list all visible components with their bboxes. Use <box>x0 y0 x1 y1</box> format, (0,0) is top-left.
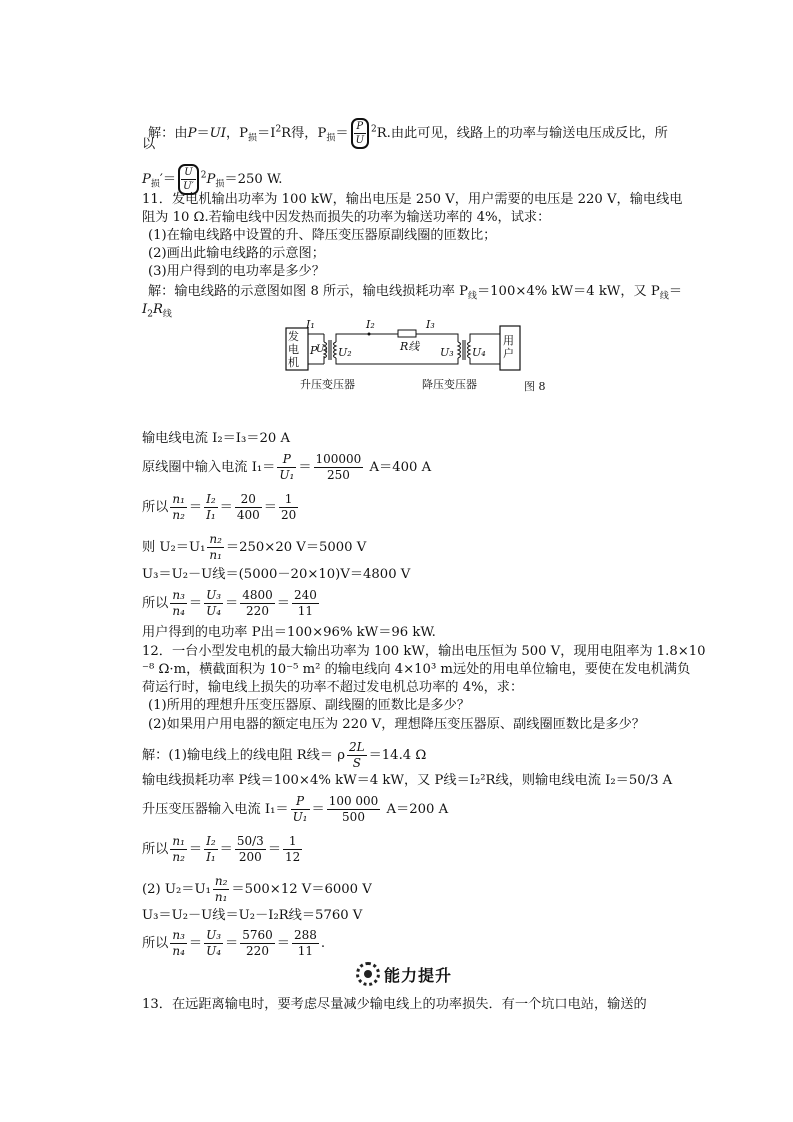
q11-u3: U₃＝U₂－U线＝(5000－20×10)V＝4800 V <box>142 567 411 582</box>
text: P <box>206 172 216 187</box>
fraction <box>283 834 302 865</box>
denominator: U₁ <box>292 810 308 824</box>
fraction <box>347 740 367 771</box>
denominator: 400 <box>236 508 260 522</box>
numerator: n₁ <box>172 834 185 848</box>
numerator: n₃ <box>172 928 185 942</box>
numerator: 100 000 <box>328 794 379 808</box>
text: ＝ <box>298 460 312 475</box>
i3-label: I₃ <box>426 318 435 331</box>
denominator: 250 <box>326 468 350 482</box>
denominator: 500 <box>342 810 365 824</box>
numerator: 288 <box>293 928 317 942</box>
fraction <box>204 834 218 865</box>
text: 所以 <box>142 596 169 611</box>
text: ＝ <box>276 936 290 951</box>
q12-sol-r <box>142 740 426 771</box>
fraction <box>240 588 275 619</box>
numerator: P <box>354 120 366 134</box>
user-label: 用户 <box>503 334 514 360</box>
q13-stem1: 13．在远距离输电时，要考虑尽量减少输电线上的功率损失．有一个坑口电站，输送的 <box>142 997 647 1012</box>
numerator: 4800 <box>242 588 273 602</box>
text: P <box>142 172 151 187</box>
q11-ratio1 <box>142 492 300 523</box>
generator-label: 发电机 <box>288 330 299 369</box>
u3-label: U₃ <box>440 346 454 359</box>
numerator: I₂ <box>206 492 216 506</box>
denominator: S <box>352 756 361 770</box>
q12-sol-input <box>142 794 448 825</box>
section-banner <box>356 962 476 988</box>
text: ＝ <box>267 842 281 857</box>
text: ＝I <box>257 126 276 141</box>
fraction <box>170 492 187 523</box>
text: ＝ <box>668 284 683 299</box>
node-dot <box>368 333 371 336</box>
q11-stem2: 阻为 10 Ω.若输电线中因发热而损失的功率为输送功率的 4%，试求： <box>142 210 551 225</box>
text: ＝ <box>263 500 277 515</box>
resistor-label: R线 <box>400 340 420 353</box>
numerator: P <box>291 794 310 810</box>
text: ＝ <box>188 500 203 515</box>
numerator: P <box>277 452 296 468</box>
numerator: U₃ <box>206 928 222 942</box>
text: 线 <box>162 309 172 320</box>
text: ＝ <box>219 842 233 857</box>
q12-sol-ratio1 <box>142 834 304 865</box>
text: ＝ <box>225 596 239 611</box>
denominator: U <box>355 135 364 146</box>
text: P <box>187 126 197 141</box>
i1-label: I₁ <box>306 318 315 331</box>
u4-label: U₄ <box>472 346 486 359</box>
text: ＝500×12 V＝6000 V <box>231 882 372 897</box>
denominator: 12 <box>285 850 301 864</box>
numerator: I₂ <box>206 834 216 848</box>
fraction <box>170 834 187 865</box>
text: ＝ <box>188 842 203 857</box>
numerator: U₃ <box>206 588 222 602</box>
q11-u2 <box>142 532 366 563</box>
text: 线 <box>659 291 669 302</box>
fraction <box>207 532 224 563</box>
q11-sub1: (1)在输电线路中设置的升、降压变压器原副线圈的匝数比； <box>148 228 497 243</box>
denominator: 220 <box>246 604 269 618</box>
q11-sol2 <box>142 301 172 319</box>
fraction <box>292 928 319 959</box>
text: A＝200 A <box>382 802 449 817</box>
fraction <box>170 588 187 619</box>
text: ＝250×20 V＝5000 V <box>225 540 367 555</box>
superscript: 2 <box>371 124 377 135</box>
fraction <box>291 794 310 825</box>
fraction <box>204 588 223 619</box>
text: ，P <box>225 126 249 141</box>
fraction <box>235 834 266 865</box>
text: A＝400 A <box>365 460 432 475</box>
q12-sub2: (2)如果用户用电器的额定电压为 220 V，理想降压变压器原、副线圈匝数比是多少？ <box>148 717 645 732</box>
q12-stem2: ⁻⁸ Ω·m，横截面积为 10⁻⁵ m² 的输电线向 4×10³ m远处的用电单位输电，要使在发电机满负 <box>142 662 691 677</box>
text: 线 <box>467 291 477 302</box>
text: ＝ <box>225 936 239 951</box>
fraction <box>327 794 381 825</box>
text: 2 <box>147 309 153 320</box>
fraction <box>181 166 196 193</box>
step-up-label: 升压变压器 <box>300 378 355 391</box>
coil-3 <box>458 342 461 358</box>
fraction <box>170 928 187 959</box>
denominator: I₁ <box>206 508 216 522</box>
q12-stem1: 12．一台小型发电机的最大输出功率为 100 kW，输出电压恒为 500 V，现用电阻率为 1.8×10 <box>142 644 706 659</box>
text: 所以 <box>142 842 169 857</box>
text: . <box>320 936 326 951</box>
denominator: 220 <box>246 944 269 958</box>
text: ＝ <box>311 802 325 817</box>
resistor <box>398 330 416 337</box>
gear-icon <box>356 962 380 986</box>
text: 损 <box>150 179 160 190</box>
numerator: 50/3 <box>236 834 264 848</box>
q10-line2: 以 <box>142 137 156 152</box>
fraction <box>314 452 364 483</box>
denominator: I₁ <box>206 850 216 864</box>
text: 解：(1)输电线上的线电阻 R线＝ ρ <box>142 748 345 763</box>
denominator: n₄ <box>172 604 185 618</box>
denominator: U₄ <box>206 604 222 618</box>
step-down-label: 降压变压器 <box>422 378 477 391</box>
fraction <box>213 874 230 905</box>
text: R <box>152 302 163 317</box>
denominator: U′ <box>183 181 194 192</box>
numerator: 5760 <box>242 928 273 942</box>
denominator: n₂ <box>172 850 185 864</box>
q12-sub1: (1)所用的理想升压变压器原、副线圈的匝数比是多少？ <box>148 698 470 713</box>
fraction <box>204 928 223 959</box>
fraction-paren <box>351 118 369 149</box>
fraction <box>240 928 275 959</box>
numerator: 1 <box>283 834 302 850</box>
denominator: 11 <box>297 944 314 958</box>
text: (2) U₂＝U₁ <box>142 882 211 897</box>
text: 损 <box>326 133 336 144</box>
denominator: n₁ <box>214 890 228 904</box>
denominator: n₄ <box>172 944 185 958</box>
text: 损 <box>248 133 258 144</box>
q12-sol-loss: 输电线损耗功率 P线＝100×4% kW＝4 kW，又 P线＝I₂²R线，则输电线电流 I₂＝50/3 A <box>142 773 673 788</box>
i2-label: I₂ <box>366 318 375 331</box>
text: ＝ <box>276 596 290 611</box>
u2-label: U₂ <box>338 346 352 359</box>
text: ＝ <box>219 500 233 515</box>
text: ＝ <box>335 126 349 141</box>
fraction <box>204 492 218 523</box>
numerator: 2L <box>349 740 365 754</box>
coil-2 <box>334 342 337 358</box>
section-title: 能力提升 <box>384 966 453 985</box>
denominator: 20 <box>280 508 297 522</box>
q11-stem1: 11．发电机输出功率为 100 kW，输出电压是 250 V，用户需要的电压是 220 V，输电线电 <box>142 192 683 207</box>
denominator: U₄ <box>206 944 222 958</box>
q12-stem3: 荷运行时，输电线上损失的功率不超过发电机总功率的 4%，求： <box>142 680 524 695</box>
fraction <box>354 120 366 147</box>
text: ′＝ <box>159 172 177 187</box>
text: ＝ <box>188 596 203 611</box>
q11-power: 用户得到的电功率 P出＝100×96% kW＝96 kW. <box>142 625 436 640</box>
text: ＝100×4% kW＝4 kW，又 P <box>476 284 660 299</box>
text: 所以 <box>142 500 169 515</box>
text: ＝ <box>196 126 210 141</box>
denominator: 200 <box>238 850 262 864</box>
q10-line1 <box>148 118 668 149</box>
denominator: 11 <box>297 604 314 618</box>
numerator: n₁ <box>172 492 185 506</box>
numerator: 100000 <box>315 452 362 466</box>
p-label: P <box>310 344 318 357</box>
fraction <box>279 492 298 523</box>
q12-sol-u2 <box>142 874 372 905</box>
q11-current: 输电线电流 I₂＝I₃＝20 A <box>142 431 290 446</box>
text: 解：输电线路的示意图如图 8 所示，输电线损耗功率 P <box>148 284 468 299</box>
figure-caption: 图 8 <box>524 380 546 393</box>
coil-4 <box>468 342 471 358</box>
denominator: U₁ <box>279 468 295 482</box>
text: 原线圈中输入电流 I₁＝ <box>142 460 276 475</box>
text: ＝ <box>188 936 203 951</box>
text: 则 U₂＝U₁ <box>142 540 206 555</box>
fraction <box>277 452 296 483</box>
denominator: n₁ <box>209 548 222 562</box>
line-wire-right <box>416 334 458 342</box>
q11-ratio2 <box>142 588 321 619</box>
u1-label: U₁ <box>316 344 329 355</box>
transmission-circuit-figure <box>272 316 572 394</box>
text: 损 <box>215 179 225 190</box>
q12-sol-u3: U₃＝U₂－U线＝U₂－I₂R线＝5760 V <box>142 908 363 923</box>
q11-input <box>142 452 431 483</box>
numerator: n₃ <box>172 588 185 602</box>
superscript: 2 <box>200 170 207 181</box>
numerator: n₂ <box>214 874 228 888</box>
numerator: 1 <box>279 492 298 508</box>
superscript: 2 <box>275 124 282 135</box>
text: ＝14.4 Ω <box>368 748 427 763</box>
numerator: U <box>181 166 196 180</box>
text: 所以 <box>142 936 169 951</box>
fraction <box>235 492 262 523</box>
fraction <box>292 588 319 619</box>
numerator: 20 <box>235 492 262 508</box>
q11-sub2: (2)画出此输电线路的示意图； <box>148 246 325 261</box>
text: R.由此可见，线路上的功率与输送电压成反比，所 <box>376 126 668 141</box>
text: 升压变压器输入电流 I₁＝ <box>142 802 289 817</box>
text: 解：由 <box>148 126 188 141</box>
text: R得，P <box>281 126 327 141</box>
denominator: n₂ <box>172 508 185 522</box>
text: UI <box>209 126 226 141</box>
text: I <box>142 302 148 317</box>
q11-sub3: (3)用户得到的电功率是多少？ <box>148 264 325 279</box>
q12-sol-ratio2 <box>142 928 325 959</box>
text: ＝250 W. <box>224 172 283 187</box>
numerator: 240 <box>293 588 317 602</box>
numerator: n₂ <box>209 532 222 546</box>
q11-sol1 <box>148 283 682 301</box>
